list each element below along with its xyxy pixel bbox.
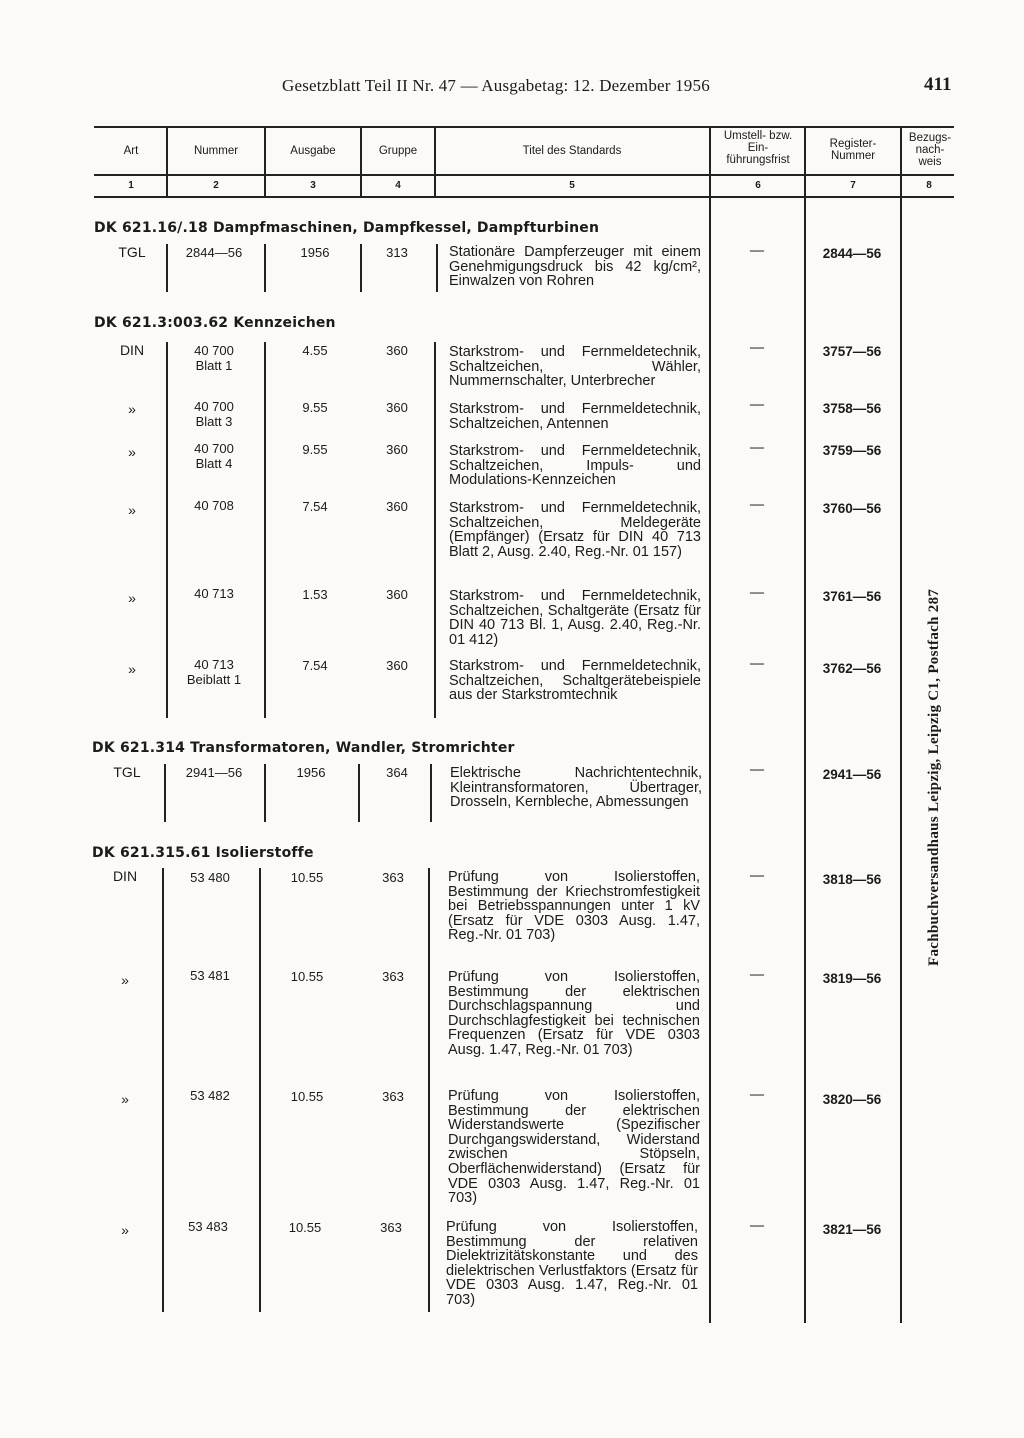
cell-gruppe: 360 — [386, 400, 408, 415]
cell-nummer: 2941—56 — [185, 765, 243, 780]
cell-titel: Prüfung von Isolierstoffen, Bestimmung der relativen Dielektrizitätskonstante und des dielektrischen Verlustfaktors (Ersatz für VDE 0303 Ausg. 1.47, Reg.-Nr. 01 703) — [446, 1219, 698, 1308]
cell-art: DIN — [112, 868, 138, 884]
cell-nummer: 53 482 — [190, 1088, 230, 1103]
cell-frist: — — [750, 1087, 764, 1102]
cell-titel: Prüfung von Isolierstoffen, Bestimmung der elektrischen Durchschlagspannung und Durchschlagfestigkeit bei technischen Frequenzen (Ersatz für VDE 0303 Ausg. 1.47, Reg.-Nr. 01 703) — [448, 969, 700, 1058]
cell-titel: Prüfung von Isolierstoffen, Bestimmung der elektrischen Widerstandswerte (Spezifischer Durchgangswiderstand, Widerstand zwischen Stöpseln, Oberflächenwiderstand) (Ersatz für VDE 0303 Ausg. 1.47, Reg.-Nr. 01 703) — [448, 1088, 700, 1207]
colnum: 7 — [850, 180, 856, 191]
cell-nummer: 40 700 Blatt 4 — [194, 441, 234, 471]
colnum: 1 — [128, 180, 134, 191]
colnum: 3 — [310, 180, 316, 191]
cell-ausgabe: 1956 — [300, 245, 330, 260]
cell-gruppe: 364 — [386, 765, 408, 780]
cell-titel: Starkstrom- und Fernmeldetechnik, Schaltzeichen, Antennen — [449, 401, 701, 432]
column-divider-register — [804, 128, 806, 1323]
cell-register: 3758—56 — [822, 401, 882, 416]
section-heading: DK 621.315.61 Isolierstoffe — [92, 845, 314, 861]
section-heading: DK 621.3:003.62 Kennzeichen — [94, 315, 336, 331]
cell-frist: — — [750, 656, 764, 671]
row-divider — [264, 764, 266, 822]
cell-register: 2941—56 — [822, 767, 882, 782]
row-divider — [428, 868, 430, 1312]
table-top-rule — [94, 126, 954, 128]
row-divider — [264, 342, 266, 718]
colhead-titel: Titel des Standards — [522, 145, 622, 157]
cell-register: 3760—56 — [822, 501, 882, 516]
cell-gruppe: 360 — [386, 587, 408, 602]
cell-gruppe: 360 — [386, 442, 408, 457]
cell-frist: — — [750, 585, 764, 600]
cell-gruppe: 363 — [382, 870, 404, 885]
page-number: 411 — [924, 74, 952, 95]
cell-art: » — [128, 444, 136, 460]
row-divider — [360, 244, 362, 292]
row-divider — [434, 342, 436, 718]
cell-ausgabe: 10.55 — [290, 870, 324, 885]
cell-gruppe: 363 — [382, 1089, 404, 1104]
cell-art: » — [121, 972, 129, 988]
row-divider — [436, 244, 438, 292]
cell-titel: Stationäre Dampferzeuger mit einem Genehmigungsdruck bis 42 kg/cm², Einwalzen von Rohren — [449, 244, 701, 290]
cell-frist: — — [750, 340, 764, 355]
cell-register: 3757—56 — [822, 344, 882, 359]
cell-art: » — [128, 661, 136, 677]
colhead-gruppe: Gruppe — [378, 145, 418, 157]
colhead-register: Register- Nummer — [829, 138, 877, 162]
colnum: 2 — [213, 180, 219, 191]
row-divider — [259, 868, 261, 1312]
cell-art: » — [128, 502, 136, 518]
cell-titel: Starkstrom- und Fernmeldetechnik, Schaltzeichen, Meldegeräte (Empfänger) (Ersatz für DIN 40 713 Blatt 2, Ausg. 2.40, Reg.-Nr. 01 157) — [449, 500, 701, 560]
cell-gruppe: 360 — [386, 343, 408, 358]
section-heading: DK 621.314 Transformatoren, Wandler, Stromrichter — [92, 740, 515, 756]
colhead-bezug: Bezugs- nach- weis — [908, 132, 952, 168]
cell-titel: Starkstrom- und Fernmeldetechnik, Schaltzeichen, Wähler, Nummernschalter, Unterbrecher — [449, 344, 701, 390]
cell-frist: — — [750, 1218, 764, 1233]
cell-nummer: 40 713 Beiblatt 1 — [186, 657, 242, 687]
cell-nummer: 40 700 Blatt 3 — [194, 399, 234, 429]
cell-art: DIN — [119, 342, 145, 358]
table-colnum-rule — [94, 196, 954, 198]
running-header: Gesetzblatt Teil II Nr. 47 — Ausgabetag: 12. Dezember 1956 — [282, 76, 710, 95]
colnum: 6 — [755, 180, 761, 191]
cell-frist: — — [750, 868, 764, 883]
section-heading: DK 621.16/.18 Dampfmaschinen, Dampfkessel, Dampfturbinen — [94, 220, 600, 236]
colhead-art: Art — [123, 145, 139, 157]
cell-nummer: 53 480 — [190, 870, 230, 885]
cell-ausgabe: 9.55 — [302, 400, 328, 415]
colhead-frist: Umstell- bzw. Ein- führungsfrist — [723, 130, 793, 166]
cell-register: 3762—56 — [822, 661, 882, 676]
cell-art: » — [121, 1091, 129, 1107]
colnum: 5 — [569, 180, 575, 191]
cell-ausgabe: 7.54 — [302, 658, 328, 673]
colnum: 8 — [926, 180, 932, 191]
cell-register: 3818—56 — [822, 872, 882, 887]
cell-art: » — [128, 401, 136, 417]
cell-ausgabe: 7.54 — [302, 499, 328, 514]
cell-frist: — — [750, 397, 764, 412]
cell-register: 3820—56 — [822, 1092, 882, 1107]
cell-gruppe: 313 — [386, 245, 408, 260]
cell-register: 3761—56 — [822, 589, 882, 604]
cell-gruppe: 363 — [380, 1220, 402, 1235]
row-divider — [358, 764, 360, 822]
cell-nummer: 53 481 — [190, 968, 230, 983]
cell-register: 3819—56 — [822, 971, 882, 986]
colhead-ausgabe: Ausgabe — [290, 145, 336, 157]
cell-nummer: 40 713 — [194, 586, 234, 601]
cell-nummer: 40 700 Blatt 1 — [194, 343, 234, 373]
cell-titel: Prüfung von Isolierstoffen, Bestimmung der Kriechstromfestigkeit bei Betriebsspannungen unter 1 kV (Ersatz für VDE 0303 Ausg. 1.47, Reg.-Nr. 01 703) — [448, 869, 700, 944]
cell-register: 3821—56 — [822, 1222, 882, 1237]
cell-ausgabe: 4.55 — [302, 343, 328, 358]
cell-frist: — — [750, 497, 764, 512]
cell-gruppe: 360 — [386, 499, 408, 514]
cell-gruppe: 363 — [382, 969, 404, 984]
cell-register: 3759—56 — [822, 443, 882, 458]
column-divider-frist — [709, 128, 711, 1323]
cell-titel: Starkstrom- und Fernmeldetechnik, Schaltzeichen, Schaltgeräte (Ersatz für DIN 40 713 Bl. 1, Ausg. 2.40, Reg.-Nr. 01 412) — [449, 588, 701, 648]
cell-ausgabe: 9.55 — [302, 442, 328, 457]
cell-ausgabe: 10.55 — [290, 969, 324, 984]
cell-art: TGL — [113, 764, 141, 780]
cell-gruppe: 360 — [386, 658, 408, 673]
cell-ausgabe: 10.55 — [290, 1089, 324, 1104]
cell-art: TGL — [118, 244, 146, 260]
cell-frist: — — [750, 967, 764, 982]
cell-art: » — [121, 1222, 129, 1238]
table-header-rule — [94, 174, 954, 176]
row-divider — [430, 764, 432, 822]
cell-titel: Elektrische Nachrichtentechnik, Kleintransformatoren, Übertrager, Drosseln, Kernbleche, Abmessungen — [450, 765, 702, 811]
cell-ausgabe: 1.53 — [302, 587, 328, 602]
row-divider — [264, 244, 266, 292]
row-divider — [164, 764, 166, 822]
cell-frist: — — [750, 243, 764, 258]
cell-ausgabe: 10.55 — [288, 1220, 322, 1235]
colhead-nummer: Nummer — [193, 145, 239, 157]
cell-frist: — — [750, 762, 764, 777]
cell-nummer: 53 483 — [188, 1219, 228, 1234]
column-divider-bezug — [900, 128, 902, 1323]
cell-titel: Starkstrom- und Fernmeldetechnik, Schaltzeichen, Impuls- und Modulations-Kennzeichen — [449, 443, 701, 489]
cell-ausgabe: 1956 — [296, 765, 326, 780]
side-note-bezugsnachweis: Fachbuchversandhaus Leipzig, Leipzig C1, Postfach 287 — [926, 588, 942, 966]
cell-nummer: 40 708 — [194, 498, 234, 513]
cell-nummer: 2844—56 — [185, 245, 243, 260]
colnum: 4 — [395, 180, 401, 191]
cell-frist: — — [750, 440, 764, 455]
cell-art: » — [128, 590, 136, 606]
cell-titel: Starkstrom- und Fernmeldetechnik, Schaltzeichen, Schaltgerätebeispiele aus der Starkstromtechnik — [449, 658, 701, 704]
cell-register: 2844—56 — [822, 246, 882, 261]
